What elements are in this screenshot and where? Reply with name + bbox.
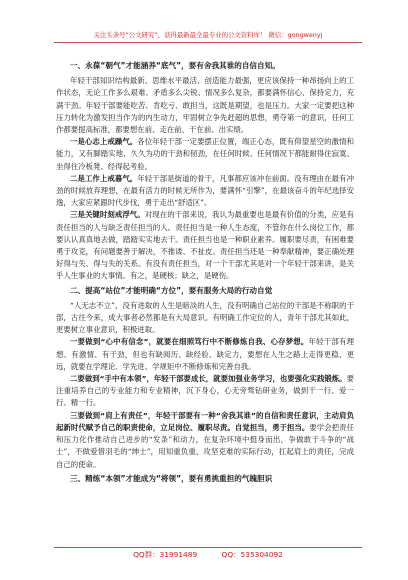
section-heading-1: 一、永葆“朝气”才能涵养“底气”，要有舍我其谁的自信自知。 [70, 61, 280, 70]
page-header: 关注头条号“公文研究”，获得最新最全最专业的公文资料库！ 微信：gongwenyj [54, 30, 362, 43]
paragraph: 二要做到“手中有本领”，年轻干部要成长，就要加强业务学习，也要强化实践锻炼。要注重培养自己的专业能力和专业精神，沉下身心，心无旁骛钻研业务，做到干一行、爱一行、精一行。 [56, 374, 354, 408]
paragraph: 一要做到“心中有信念”，就要在细照笃行中不断修炼自我、心存梦想。年轻干部有理想、有激情、有干劲，但也有缺阅历、缺经验、缺定力，要想在人生之路上走得更稳、更远，就要在学理论、学先进、学规矩中不断修炼和完善自我。 [56, 337, 354, 371]
section-heading-3: 三、精练“本领”才能成为“将领”，要有勇挑重担的气魄胆识 [70, 473, 273, 483]
document-body [56, 58, 354, 528]
section-heading-2: 二、提高“站位”才能明确“方位”，要有服务大局的行动自觉 [70, 285, 273, 295]
paragraph: 年轻干部知识结构最新、思维水平最活、创造能力最强，更应该保持一种昂扬向上的工作状态，无论工作多么艰难、矛盾多么尖锐、情况多么复杂，都要满怀信心、保持定力，充满干劲。年轻干部要能吃苦、肯吃亏、敢担当，这既是期望，也是压力。大家一定要把这种压力转化为激发担当作为的内生动力，牢固树立争先赶超的思想，勇夺第一的意识，任何工作都要提高标准，都要想在前、走在前、干在前、出实绩。 [56, 76, 354, 135]
paragraph: 三要做到“肩上有责任”，年轻干部要有一种“舍我其谁”的自信和责任意识，主动肩负起新时代赋予自己的职责使命，立足岗位、履职尽责。自觉担当，勇于担当。要学会把责任和压力化作推动自己进步的“发条”和动力，在复杂环境中挺身而出，争做敢于斗争的“战士”，不做爱惜羽毛的“绅士”，用知重负重、攻坚克难的实际行动，扛起肩上的责任，完成自己的使命。 [56, 410, 354, 469]
page-footer [54, 547, 362, 562]
paragraph: 二是工作上戒暮气。年轻干部是街道的骨干，凡事都应该冲在前面。没有理由在最有冲劲的时候放弃理想，在最有活力的时候无所作为，要满怀“引擎”，在最该奋斗的年纪选择安逸，大家应紧跟时代步伐，勇于走出“舒适区”。 [56, 173, 354, 208]
paragraph: 一是心志上戒躁气。各位年轻干部一定要摆正位置，端正心态，既有仰望星空的激情和能力，又有脚踏实地、久久为功的干劲和韧劲，在任何时候、任何情况下都能耐得住寂寞、坐得住冷板凳、经得起考验。 [56, 137, 354, 171]
footer-qq: QQ：535304092 [221, 550, 283, 559]
paragraph: 三是关键时刻戒浮气。对现在的干部来说，我认为最重要也是最有价值的分类，应是有责任担当的人与缺乏责任担当的人。责任担当是一种人生态度，不管你在什么岗位工作，都要认认真真地去做，踏踏实实地去干。责任担当也是一种职业素养。履职要尽责，有困难要勇于攻克，有问题要善于解决，不推诿、不扯皮。责任担当还是一种奉献精神，要正确处理好得与失、得与失的关系。有没有责任担当，对一个干部尤其是对一个年轻干部来讲，是关乎人生事业的大事情。有之，是硬核；缺之，是硬伤。 [56, 210, 354, 281]
footer-qq-group: QQ群：31991489 [133, 550, 198, 559]
paragraph: “人无志不立”，没有进取的人生是暗淡的人生，没有明确自己站位的干部是不称职的干部，古往今来，成大事者必然都是有大局意识。有明确工作定位的人，青年干部尤其如此，更要树立事业意识，积极进取。 [56, 300, 354, 335]
